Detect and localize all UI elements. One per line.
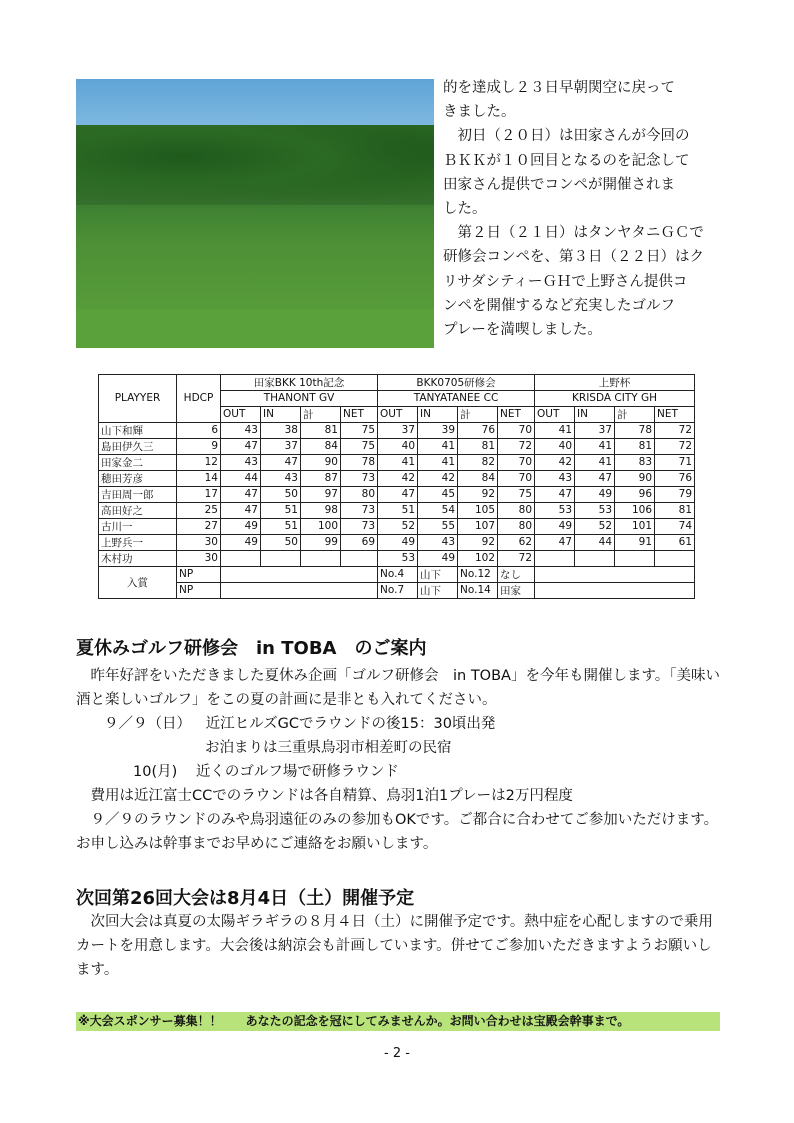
empty-cell [221, 566, 378, 582]
section1-title: 夏休みゴルフ研修会 in TOBA のご案内 [76, 638, 427, 659]
score-cell: 91 [615, 534, 655, 550]
score-table [98, 374, 695, 599]
score-cell [261, 550, 301, 566]
score-cell: 43 [418, 534, 458, 550]
award-row [99, 566, 695, 582]
score-cell: 72 [498, 438, 535, 454]
header-event-name: 上野杯 [535, 375, 695, 391]
player-name: 島田伊久三 [99, 438, 177, 454]
score-cell: 42 [535, 454, 575, 470]
score-cell: 81 [655, 502, 695, 518]
score-cell: 41 [575, 454, 615, 470]
player-hdcp: 17 [177, 486, 221, 502]
intro-line: 研修会コンペを、第３日（２２日）はク [443, 249, 704, 266]
schedule-date: 10(月) [133, 764, 178, 780]
score-cell: 44 [575, 534, 615, 550]
header-player: PLAYYER [99, 375, 177, 423]
award-cell: 山下 [418, 582, 458, 598]
table-row [99, 518, 695, 534]
intro-line: 田家さん提供でコンペが開催されま [443, 176, 675, 193]
score-cell: 45 [418, 486, 458, 502]
player-name: 木村功 [99, 550, 177, 566]
score-cell: 71 [655, 454, 695, 470]
header-hdcp: HDCP [177, 375, 221, 423]
intro-line: ンペを開催するなど充実したゴルフ [443, 297, 675, 314]
header-event-name: BKK0705研修会 [378, 375, 535, 391]
score-cell: 43 [261, 470, 301, 486]
intro-line: 的を達成し２３日早朝関空に戻って [443, 80, 675, 96]
header-course: TANYATANEE CC [378, 391, 535, 407]
player-hdcp: 9 [177, 438, 221, 454]
score-cell: 41 [535, 422, 575, 438]
score-cell: 49 [221, 518, 261, 534]
table-header-row [99, 375, 695, 391]
header-sub: OUT [221, 406, 261, 422]
score-cell: 61 [655, 534, 695, 550]
score-cell: 97 [301, 486, 341, 502]
score-cell: 90 [615, 470, 655, 486]
photo-grass [76, 309, 434, 348]
schedule-3 [133, 760, 399, 784]
score-cell: 53 [535, 502, 575, 518]
score-cell: 70 [498, 454, 535, 470]
table-row [99, 550, 695, 566]
empty-cell [535, 566, 695, 582]
score-cell: 74 [655, 518, 695, 534]
score-cell: 39 [418, 422, 458, 438]
score-cell: 50 [261, 534, 301, 550]
table-row [99, 422, 695, 438]
score-cell: 41 [378, 454, 418, 470]
player-hdcp: 30 [177, 534, 221, 550]
header-sub: 計 [458, 406, 498, 422]
player-hdcp: 12 [177, 454, 221, 470]
score-cell: 87 [301, 470, 341, 486]
score-cell: 90 [301, 454, 341, 470]
score-cell: 47 [575, 470, 615, 486]
header-course: KRISDA CITY GH [535, 391, 695, 407]
empty-cell [221, 582, 378, 598]
score-cell: 78 [341, 454, 378, 470]
score-cell: 101 [615, 518, 655, 534]
header-sub: NET [498, 406, 535, 422]
score-cell: 98 [301, 502, 341, 518]
score-cell: 41 [575, 438, 615, 454]
header-sub: NET [341, 406, 378, 422]
intro-line: 初日（２０日）は田家さんが今回の [457, 128, 690, 145]
score-cell [575, 550, 615, 566]
section2-p1-text: 次回大会は真夏の太陽ギラギラの８月４日（土）に開催予定です。熱中症を心配しますので乗用カートを用意します。大会後は納涼会も計画しています。併せてご参加いただきますようお願いします。 [76, 914, 713, 978]
score-cell: 52 [575, 518, 615, 534]
score-cell: 73 [341, 470, 378, 486]
score-cell: 49 [418, 550, 458, 566]
player-name: 高田好之 [99, 502, 177, 518]
award-label: 入賞 [99, 566, 177, 598]
score-cell: 49 [575, 486, 615, 502]
score-cell [301, 550, 341, 566]
page-number: - 2 - [384, 1046, 410, 1061]
score-cell: 75 [498, 486, 535, 502]
score-cell: 75 [341, 438, 378, 454]
section1-p1-text: 昨年好評をいただきました夏休み企画「ゴルフ研修会 in TOBA」を今年も開催します。「美味い酒と楽しいゴルフ」をこの夏の計画に是非とも入れてください。 [76, 668, 721, 708]
score-cell: 43 [221, 454, 261, 470]
player-hdcp: 30 [177, 550, 221, 566]
schedule-2: お泊まりは三重県鳥羽市相差町の民宿 [205, 740, 452, 756]
score-cell: 76 [655, 470, 695, 486]
score-cell: 51 [261, 518, 301, 534]
score-cell: 72 [655, 438, 695, 454]
score-cell: 50 [261, 486, 301, 502]
player-name: 古川一 [99, 518, 177, 534]
intro-text [443, 76, 721, 342]
group-photo [76, 79, 434, 348]
score-cell: 105 [458, 502, 498, 518]
score-cell: 47 [261, 454, 301, 470]
intro-line: 第２日（２１日）はタンヤタニＧＣで [457, 225, 704, 242]
score-cell: 84 [301, 438, 341, 454]
award-cell: なし [498, 566, 535, 582]
table-row [99, 454, 695, 470]
score-cell: 47 [378, 486, 418, 502]
score-cell: 70 [498, 422, 535, 438]
score-cell: 55 [418, 518, 458, 534]
section1-p1 [76, 664, 722, 712]
score-cell [655, 550, 695, 566]
intro-line: ＢＫＫが１０回目となるのを記念して [443, 152, 690, 169]
score-cell: 81 [458, 438, 498, 454]
intro-line: した。 [443, 201, 487, 218]
header-course: THANONT GV [221, 391, 378, 407]
player-hdcp: 25 [177, 502, 221, 518]
table-row [99, 502, 695, 518]
score-cell: 100 [301, 518, 341, 534]
score-cell: 107 [458, 518, 498, 534]
empty-cell [535, 582, 695, 598]
schedule-text: 近江ヒルズGCでラウンドの後15：30頃出発 [205, 716, 496, 732]
score-cell: 47 [221, 486, 261, 502]
score-cell: 47 [221, 502, 261, 518]
score-cell [615, 550, 655, 566]
header-sub: OUT [535, 406, 575, 422]
table-row [99, 486, 695, 502]
score-cell: 51 [378, 502, 418, 518]
score-cell: 62 [498, 534, 535, 550]
header-sub: IN [261, 406, 301, 422]
player-name: 吉田周一郎 [99, 486, 177, 502]
header-sub: IN [418, 406, 458, 422]
header-event-name: 田家BKK 10th記念 [221, 375, 378, 391]
score-cell: 84 [458, 470, 498, 486]
schedule-1 [104, 712, 495, 736]
score-cell: 92 [458, 486, 498, 502]
score-cell: 43 [535, 470, 575, 486]
award-cell: No.7 [378, 582, 418, 598]
score-cell [341, 550, 378, 566]
award-row [99, 582, 695, 598]
score-cell: 42 [418, 470, 458, 486]
photo-trees [76, 125, 434, 205]
score-cell: 70 [498, 470, 535, 486]
score-cell: 102 [458, 550, 498, 566]
score-cell: 73 [341, 502, 378, 518]
score-cell: 38 [261, 422, 301, 438]
intro-line: リサダシティーＧＨで上野さん提供コ [443, 273, 688, 290]
score-cell: 37 [261, 438, 301, 454]
score-cell: 47 [535, 534, 575, 550]
score-cell: 40 [378, 438, 418, 454]
score-cell: 82 [458, 454, 498, 470]
schedule-text: 近くのゴルフ場で研修ラウンド [195, 764, 399, 780]
score-cell: 42 [378, 470, 418, 486]
section2-p1 [76, 910, 722, 982]
schedule-date: ９／９（日） [104, 716, 191, 732]
player-hdcp: 14 [177, 470, 221, 486]
score-cell: 81 [615, 438, 655, 454]
score-cell: 73 [341, 518, 378, 534]
score-cell: 49 [221, 534, 261, 550]
score-cell: 49 [378, 534, 418, 550]
score-cell: 69 [341, 534, 378, 550]
award-cell: 山下 [418, 566, 458, 582]
score-cell: 72 [655, 422, 695, 438]
award-cell: 田家 [498, 582, 535, 598]
player-name: 田家金二 [99, 454, 177, 470]
score-cell: 80 [498, 518, 535, 534]
score-cell: 49 [535, 518, 575, 534]
score-cell: 44 [221, 470, 261, 486]
header-sub: OUT [378, 406, 418, 422]
section1-p2 [76, 784, 722, 856]
score-cell: 53 [575, 502, 615, 518]
intro-line: プレーを満喫しました。 [443, 322, 602, 339]
score-cell: 96 [615, 486, 655, 502]
award-cell: No.12 [458, 566, 498, 582]
score-cell: 41 [418, 438, 458, 454]
header-sub: 計 [301, 406, 341, 422]
score-cell: 83 [615, 454, 655, 470]
table-row [99, 534, 695, 550]
score-cell: 37 [378, 422, 418, 438]
score-cell: 40 [535, 438, 575, 454]
score-cell: 54 [418, 502, 458, 518]
table-row [99, 470, 695, 486]
np-label: NP [177, 566, 221, 582]
score-cell: 79 [655, 486, 695, 502]
score-cell: 80 [498, 502, 535, 518]
section1-p3-text: ９／９のラウンドのみや鳥羽遠征のみの参加もOKです。ご都合に合わせてご参加いただけます。お申し込みは幹事までお早めにご連絡をお願いします。 [76, 812, 719, 852]
score-cell: 78 [615, 422, 655, 438]
score-cell: 106 [615, 502, 655, 518]
sponsor-banner: ※大会スポンサー募集！！ あなたの記念を冠にしてみませんか。お問い合わせは宝殿会幹事まで。 [76, 1012, 720, 1031]
award-cell: No.4 [378, 566, 418, 582]
score-cell: 47 [221, 438, 261, 454]
score-cell: 99 [301, 534, 341, 550]
score-cell: 47 [535, 486, 575, 502]
score-cell: 41 [418, 454, 458, 470]
score-cell: 52 [378, 518, 418, 534]
score-cell: 81 [301, 422, 341, 438]
player-name: 穂田芳彦 [99, 470, 177, 486]
header-sub: 計 [615, 406, 655, 422]
score-cell [221, 550, 261, 566]
section1-p2-text: 費用は近江富士CCでのラウンドは各自精算、鳥羽1泊1プレーは2万円程度 [90, 788, 573, 804]
player-hdcp: 6 [177, 422, 221, 438]
section2-title: 次回第26回大会は8月4日（土）開催予定 [76, 888, 415, 909]
score-cell: 37 [575, 422, 615, 438]
score-cell: 92 [458, 534, 498, 550]
score-cell: 72 [498, 550, 535, 566]
player-name: 上野兵一 [99, 534, 177, 550]
intro-line: きました。 [443, 104, 516, 121]
award-cell: No.14 [458, 582, 498, 598]
table-row [99, 438, 695, 454]
header-sub: IN [575, 406, 615, 422]
score-cell [535, 550, 575, 566]
header-sub: NET [655, 406, 695, 422]
score-cell: 75 [341, 422, 378, 438]
score-cell: 80 [341, 486, 378, 502]
player-name: 山下和輝 [99, 422, 177, 438]
player-hdcp: 27 [177, 518, 221, 534]
score-cell: 53 [378, 550, 418, 566]
score-cell: 43 [221, 422, 261, 438]
np-label: NP [177, 582, 221, 598]
score-cell: 76 [458, 422, 498, 438]
score-cell: 51 [261, 502, 301, 518]
